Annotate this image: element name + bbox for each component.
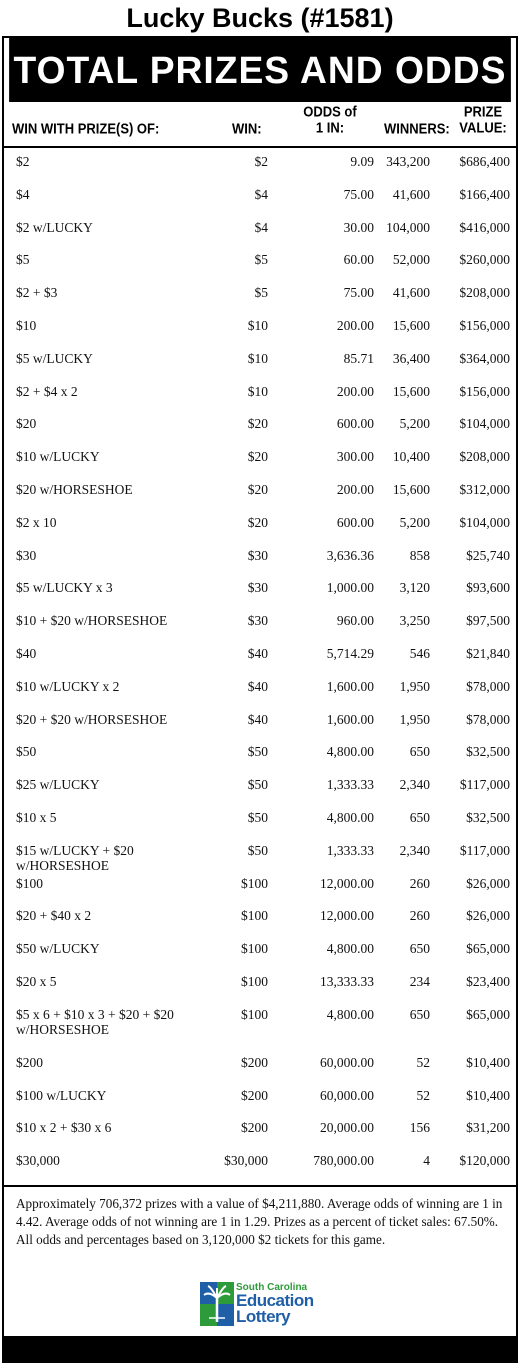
cell-win: $40 xyxy=(247,645,268,661)
table-row xyxy=(4,542,516,575)
cell-value: $78,000 xyxy=(466,678,510,694)
cell-prize: $2 w/LUCKY xyxy=(16,219,93,235)
cell-winners: 2,340 xyxy=(399,842,430,858)
cell-winners: 156 xyxy=(409,1120,430,1136)
cell-prize: $20 + $20 w/HORSESHOE xyxy=(16,711,168,727)
table-row xyxy=(4,378,516,411)
table-row xyxy=(4,345,516,378)
cell-value: $10,400 xyxy=(466,1054,510,1070)
table-row xyxy=(4,968,516,1001)
table-row xyxy=(4,837,516,873)
cell-prize: $20 + $40 x 2 xyxy=(16,908,92,924)
cell-value: $686,400 xyxy=(459,154,510,169)
cell-winners: 3,250 xyxy=(399,613,430,629)
table-row xyxy=(4,870,516,903)
cell-win: $5 xyxy=(254,252,268,268)
cell-win: $100 xyxy=(241,941,268,957)
table-row xyxy=(4,1001,516,1049)
cell-value: $364,000 xyxy=(459,350,510,366)
cell-odds: 1,600.00 xyxy=(326,711,374,727)
cell-value: $117,000 xyxy=(459,842,510,858)
cell-winners: 650 xyxy=(409,809,430,825)
logo-text xyxy=(236,1282,314,1325)
header-win: WIN: xyxy=(232,119,262,138)
cell-prize: $50 w/LUCKY xyxy=(16,941,100,957)
cell-win: $200 xyxy=(241,1054,268,1070)
cell-odds: 60,000.00 xyxy=(320,1054,374,1070)
cell-prize: $100 xyxy=(16,875,43,891)
logo-line3: Lottery xyxy=(236,1307,291,1326)
cell-win: $30,000 xyxy=(224,1153,268,1169)
cell-odds: 600.00 xyxy=(336,416,374,432)
cell-value: $156,000 xyxy=(459,317,510,333)
cell-win: $2 xyxy=(254,154,268,169)
odds-table xyxy=(2,36,518,1363)
cell-win: $30 xyxy=(247,613,268,629)
table-row xyxy=(4,607,516,640)
cell-value: $65,000 xyxy=(466,1006,510,1022)
table-body xyxy=(4,148,516,1180)
cell-value: $78,000 xyxy=(466,711,510,727)
table-row xyxy=(4,509,516,542)
cell-odds: 1,600.00 xyxy=(326,678,374,694)
cell-odds: 200.00 xyxy=(336,481,374,497)
cell-odds: 1,333.33 xyxy=(326,777,374,793)
header-value-line2: VALUE: xyxy=(459,118,507,137)
cell-win: $50 xyxy=(247,744,268,760)
table-row xyxy=(4,673,516,706)
cell-win: $100 xyxy=(241,1006,268,1022)
cell-value: $26,000 xyxy=(466,908,510,924)
cell-value: $65,000 xyxy=(466,941,510,957)
cell-odds: 13,333.33 xyxy=(320,973,374,989)
cell-value: $117,000 xyxy=(459,777,510,793)
lottery-logo xyxy=(200,1282,340,1330)
cell-win: $40 xyxy=(247,711,268,727)
cell-winners: 15,600 xyxy=(392,383,430,399)
cell-odds: 200.00 xyxy=(336,317,374,333)
cell-odds: 9.09 xyxy=(350,154,374,169)
table-row xyxy=(4,935,516,968)
cell-odds: 75.00 xyxy=(343,285,374,301)
cell-winners: 5,200 xyxy=(399,514,430,530)
cell-odds: 12,000.00 xyxy=(320,875,374,891)
cell-winners: 10,400 xyxy=(392,449,430,465)
cell-winners: 15,600 xyxy=(392,481,430,497)
cell-prize: $20 xyxy=(16,416,37,432)
cell-winners: 234 xyxy=(409,973,430,989)
palmetto-icon xyxy=(200,1282,234,1326)
cell-prize: $25 w/LUCKY xyxy=(16,777,100,793)
table-row xyxy=(4,1082,516,1115)
cell-winners: 260 xyxy=(409,875,430,891)
cell-value: $260,000 xyxy=(459,252,510,268)
cell-prize: $10 w/LUCKY x 2 xyxy=(16,678,120,694)
cell-winners: 52 xyxy=(416,1087,430,1103)
cell-win: $20 xyxy=(247,481,268,497)
cell-prize: $20 x 5 xyxy=(16,973,57,989)
cell-odds: 300.00 xyxy=(336,449,374,465)
cell-prize: $4 xyxy=(16,186,30,202)
cell-value: $312,000 xyxy=(459,481,510,497)
logo-line1: South Carolina xyxy=(236,1282,308,1293)
cell-win: $100 xyxy=(241,908,268,924)
cell-odds: 4,800.00 xyxy=(326,744,374,760)
table-header xyxy=(4,102,516,148)
table-banner: TOTAL PRIZES AND ODDS xyxy=(9,38,511,102)
cell-win: $20 xyxy=(247,449,268,465)
table-row xyxy=(4,574,516,607)
cell-winners: 41,600 xyxy=(392,186,430,202)
cell-odds: 60,000.00 xyxy=(320,1087,374,1103)
cell-winners: 52,000 xyxy=(392,252,430,268)
cell-value: $32,500 xyxy=(466,744,510,760)
cell-win: $4 xyxy=(254,219,268,235)
cell-odds: 60.00 xyxy=(343,252,374,268)
table-row xyxy=(4,771,516,804)
cell-winners: 41,600 xyxy=(392,285,430,301)
cell-prize: $5 x 6 + $10 x 3 + $20 + $20 w/HORSESHOE xyxy=(16,1006,174,1037)
cell-odds: 780,000.00 xyxy=(313,1153,374,1169)
bottom-bar xyxy=(4,1336,516,1361)
cell-winners: 52 xyxy=(416,1054,430,1070)
cell-odds: 1,333.33 xyxy=(326,842,374,858)
cell-value: $104,000 xyxy=(459,514,510,530)
page-title: Lucky Bucks (#1581) xyxy=(126,3,394,33)
header-prize: WIN WITH PRIZE(S) OF: xyxy=(12,119,160,138)
table-row xyxy=(4,148,516,181)
cell-odds: 3,636.36 xyxy=(326,547,374,563)
cell-odds: 12,000.00 xyxy=(320,908,374,924)
table-row xyxy=(4,706,516,739)
cell-win: $4 xyxy=(254,186,268,202)
cell-value: $21,840 xyxy=(466,645,510,661)
cell-value: $166,400 xyxy=(459,186,510,202)
cell-prize: $2 + $3 xyxy=(16,285,58,301)
cell-winners: 2,340 xyxy=(399,777,430,793)
cell-winners: 858 xyxy=(409,547,430,563)
cell-odds: 75.00 xyxy=(343,186,374,202)
cell-prize: $20 w/HORSESHOE xyxy=(16,481,133,497)
header-odds-line1: ODDS of xyxy=(303,102,357,120)
cell-win: $100 xyxy=(241,973,268,989)
cell-prize: $2 + $4 x 2 xyxy=(16,383,78,399)
cell-prize: $100 w/LUCKY xyxy=(16,1087,107,1103)
table-row xyxy=(4,738,516,771)
cell-odds: 30.00 xyxy=(343,219,374,235)
cell-winners: 1,950 xyxy=(399,678,430,694)
table-row xyxy=(4,246,516,279)
cell-win: $30 xyxy=(247,547,268,563)
cell-prize: $5 xyxy=(16,252,30,268)
cell-winners: 5,200 xyxy=(399,416,430,432)
cell-win: $10 xyxy=(247,317,268,333)
cell-winners: 650 xyxy=(409,744,430,760)
cell-win: $10 xyxy=(247,350,268,366)
table-row xyxy=(4,640,516,673)
cell-winners: 3,120 xyxy=(399,580,430,596)
cell-win: $50 xyxy=(247,842,268,858)
cell-win: $20 xyxy=(247,416,268,432)
cell-value: $23,400 xyxy=(466,973,510,989)
cell-winners: 1,950 xyxy=(399,711,430,727)
cell-value: $25,740 xyxy=(466,547,510,563)
cell-prize: $15 w/LUCKY + $20 w/HORSESHOE xyxy=(16,842,134,873)
cell-win: $20 xyxy=(247,514,268,530)
cell-odds: 85.71 xyxy=(343,350,374,366)
header-value xyxy=(458,104,508,136)
cell-win: $200 xyxy=(241,1087,268,1103)
logo-line2: Education xyxy=(236,1291,314,1310)
cell-win: $40 xyxy=(247,678,268,694)
header-odds-line2: 1 IN: xyxy=(315,118,345,137)
header-value-line1: PRIZE xyxy=(463,102,503,120)
table-row xyxy=(4,804,516,837)
cell-odds: 5,714.29 xyxy=(326,645,374,661)
cell-value: $208,000 xyxy=(459,449,510,465)
cell-prize: $2 xyxy=(16,154,30,169)
cell-prize: $50 xyxy=(16,744,37,760)
cell-odds: 960.00 xyxy=(336,613,374,629)
cell-odds: 4,800.00 xyxy=(326,809,374,825)
header-winners: WINNERS: xyxy=(384,119,450,138)
cell-winners: 343,200 xyxy=(386,154,430,169)
cell-value: $10,400 xyxy=(466,1087,510,1103)
cell-prize: $5 w/LUCKY xyxy=(16,350,93,366)
cell-value: $31,200 xyxy=(466,1120,510,1136)
cell-winners: 36,400 xyxy=(392,350,430,366)
cell-odds: 4,800.00 xyxy=(326,1006,374,1022)
table-row xyxy=(4,279,516,312)
table-row xyxy=(4,214,516,247)
cell-prize: $2 x 10 xyxy=(16,514,57,530)
cell-winners: 546 xyxy=(409,645,430,661)
cell-odds: 20,000.00 xyxy=(320,1120,374,1136)
cell-winners: 260 xyxy=(409,908,430,924)
cell-prize: $10 xyxy=(16,317,37,333)
cell-odds: 4,800.00 xyxy=(326,941,374,957)
footer-note: Approximately 706,372 prizes with a value of $4,211,880. Average odds of winning are 1 in 4.42. Average odds of not winning are 1 in 1.29. Prizes as a percent of ticket sales: 67.50%. All odds and percentages based on 3,120,000 $2 tickets for this game. xyxy=(16,1196,503,1247)
cell-winners: 104,000 xyxy=(386,219,430,235)
header-odds xyxy=(300,104,360,136)
table-row xyxy=(4,902,516,935)
cell-winners: 650 xyxy=(409,941,430,957)
cell-prize: $40 xyxy=(16,645,37,661)
table-row xyxy=(4,1049,516,1082)
cell-win: $5 xyxy=(254,285,268,301)
table-row xyxy=(4,476,516,509)
table-row xyxy=(4,312,516,345)
cell-odds: 1,000.00 xyxy=(326,580,374,596)
cell-prize: $10 x 5 xyxy=(16,809,57,825)
cell-prize: $5 w/LUCKY x 3 xyxy=(16,580,113,596)
table-row xyxy=(4,443,516,476)
cell-winners: 4 xyxy=(423,1153,430,1169)
cell-value: $32,500 xyxy=(466,809,510,825)
cell-prize: $10 x 2 + $30 x 6 xyxy=(16,1120,112,1136)
cell-prize: $10 + $20 w/HORSESHOE xyxy=(16,613,168,629)
cell-win: $50 xyxy=(247,809,268,825)
cell-winners: 650 xyxy=(409,1006,430,1022)
table-row xyxy=(4,181,516,214)
cell-win: $50 xyxy=(247,777,268,793)
cell-win: $200 xyxy=(241,1120,268,1136)
cell-prize: $200 xyxy=(16,1054,43,1070)
cell-prize: $30 xyxy=(16,547,37,563)
cell-prize: $10 w/LUCKY xyxy=(16,449,100,465)
cell-value: $208,000 xyxy=(459,285,510,301)
cell-value: $120,000 xyxy=(459,1153,510,1169)
footer-divider xyxy=(4,1185,516,1187)
cell-value: $156,000 xyxy=(459,383,510,399)
cell-prize: $30,000 xyxy=(16,1153,60,1169)
cell-winners: 15,600 xyxy=(392,317,430,333)
cell-value: $93,600 xyxy=(466,580,510,596)
cell-value: $26,000 xyxy=(466,875,510,891)
cell-odds: 200.00 xyxy=(336,383,374,399)
cell-win: $10 xyxy=(247,383,268,399)
cell-win: $30 xyxy=(247,580,268,596)
cell-value: $97,500 xyxy=(466,613,510,629)
cell-win: $100 xyxy=(241,875,268,891)
table-row xyxy=(4,1114,516,1147)
cell-value: $416,000 xyxy=(459,219,510,235)
table-row xyxy=(4,1147,516,1180)
cell-odds: 600.00 xyxy=(336,514,374,530)
table-row xyxy=(4,410,516,443)
cell-value: $104,000 xyxy=(459,416,510,432)
